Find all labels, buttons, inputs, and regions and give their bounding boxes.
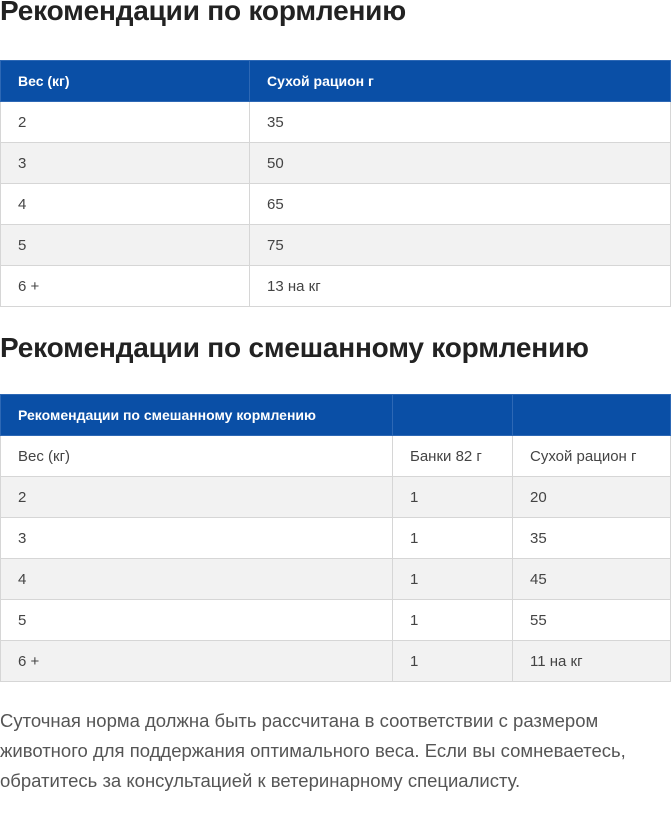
header-mixed-feeding: Рекомендации по смешанному кормлению <box>1 395 393 436</box>
table-row <box>1 102 671 143</box>
table-row <box>1 518 671 559</box>
cell-dry-food: 35 <box>513 518 671 559</box>
cell-cans: 1 <box>393 518 513 559</box>
cell-dry-food: 50 <box>250 143 671 184</box>
cell-weight: 4 <box>1 184 250 225</box>
daily-norm-note: Суточная норма должна быть рассчитана в соответствии с размером животного для поддержания оптимального веса. Если вы сомневаетесь, обратитесь за консультацией к ветеринарному специалисту. <box>0 710 626 791</box>
cell-weight: 2 <box>1 102 250 143</box>
cell-dry-food: 75 <box>250 225 671 266</box>
table-row <box>1 559 671 600</box>
table-row <box>1 600 671 641</box>
subheader-dry-food: Сухой рацион г <box>513 436 671 477</box>
cell-weight: 5 <box>1 600 393 641</box>
table-header-row <box>1 395 671 436</box>
header-weight: Вес (кг) <box>1 61 250 102</box>
table-row <box>1 266 671 307</box>
header-empty <box>513 395 671 436</box>
feeding-recommendations-title: Рекомендации по кормлению <box>0 0 406 26</box>
cell-dry-food: 45 <box>513 559 671 600</box>
subheader-cans: Банки 82 г <box>393 436 513 477</box>
cell-weight: 6 + <box>1 641 393 682</box>
cell-weight: 4 <box>1 559 393 600</box>
table-row <box>1 641 671 682</box>
table-subheader-row <box>1 436 671 477</box>
mixed-feeding-table <box>0 394 671 682</box>
cell-dry-food: 35 <box>250 102 671 143</box>
table-row <box>1 143 671 184</box>
header-empty <box>393 395 513 436</box>
cell-cans: 1 <box>393 559 513 600</box>
cell-cans: 1 <box>393 600 513 641</box>
table-header-row <box>1 61 671 102</box>
feeding-table <box>0 60 671 307</box>
cell-dry-food: 11 на кг <box>513 641 671 682</box>
cell-weight: 3 <box>1 518 393 559</box>
table-row <box>1 477 671 518</box>
cell-weight: 2 <box>1 477 393 518</box>
cell-dry-food: 55 <box>513 600 671 641</box>
cell-dry-food: 65 <box>250 184 671 225</box>
cell-weight: 3 <box>1 143 250 184</box>
cell-dry-food: 20 <box>513 477 671 518</box>
cell-cans: 1 <box>393 477 513 518</box>
mixed-feeding-recommendations-title: Рекомендации по смешанному кормлению <box>0 332 589 363</box>
header-dry-food: Сухой рацион г <box>250 61 671 102</box>
cell-cans: 1 <box>393 641 513 682</box>
cell-weight: 6 + <box>1 266 250 307</box>
cell-dry-food: 13 на кг <box>250 266 671 307</box>
subheader-weight: Вес (кг) <box>1 436 393 477</box>
table-row <box>1 184 671 225</box>
cell-weight: 5 <box>1 225 250 266</box>
table-row <box>1 225 671 266</box>
